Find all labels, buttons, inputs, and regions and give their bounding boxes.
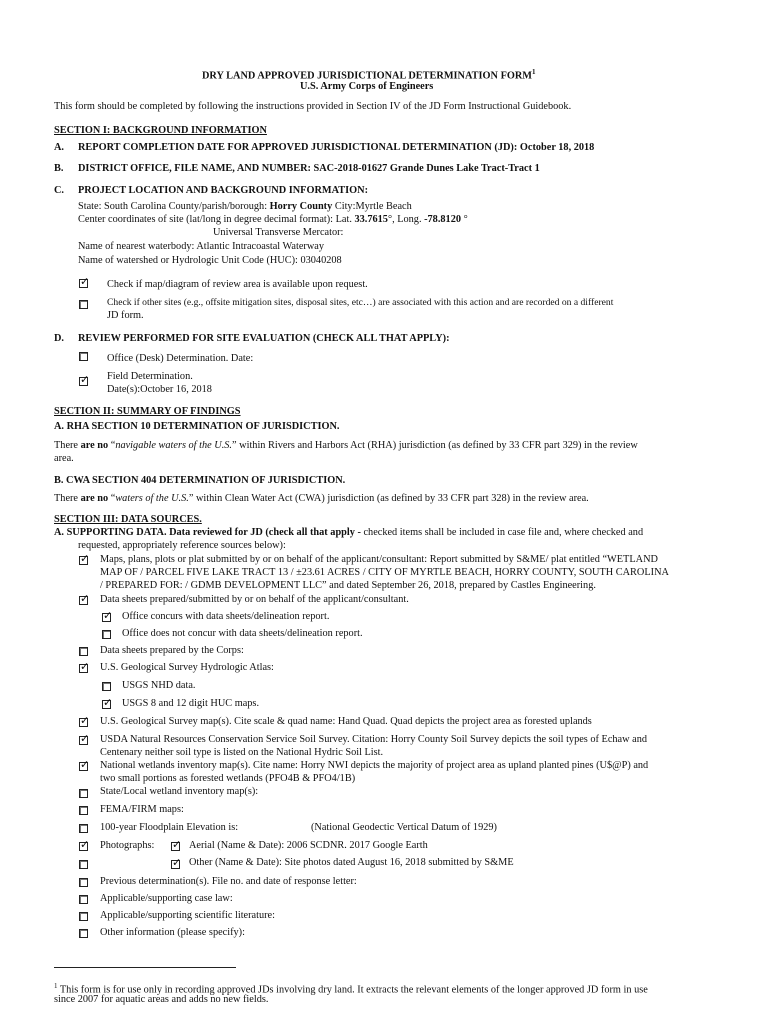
photos-blank-checkbox[interactable] [79,860,88,869]
supporting-data-line2: requested, appropriately reference sources below): [78,540,286,551]
aerial-label: Aerial (Name & Date): 2006 SCDNR. 2017 Google Earth [189,840,428,851]
review-performed-heading: REVIEW PERFORMED FOR SITE EVALUATION (CHECK ALL THAT APPLY): [78,333,450,344]
s1-d-letter: D. [54,333,65,344]
sci-lit-label: Applicable/supporting scientific literature: [100,910,275,921]
sci-lit-checkbox[interactable] [79,912,88,921]
usgs-map-checkbox[interactable]: ✓ [80,714,90,727]
other-photo-label: Other (Name & Date): Site photos dated August 16, 2018 submitted by S&ME [189,857,514,868]
previous-det-label: Previous determination(s). File no. and date of response letter: [100,876,357,887]
floodplain-checkbox[interactable] [79,824,88,833]
photographs-label: Photographs: [100,840,155,851]
other-sites-label-1: Check if other sites (e.g., offsite mitigation sites, disposal sites, etc…) are associated with this action and are recorded on a different [107,297,614,308]
other-sites-checkbox[interactable] [79,300,88,309]
rha-text-line2: area. [54,453,74,464]
supporting-data-line1: A. SUPPORTING DATA. Data reviewed for JD (check all that apply - checked items shall be included in case file and, where checked and [54,527,644,538]
map-available-checkbox[interactable]: ✓ [80,275,90,288]
field-det-checkbox[interactable]: ✓ [80,373,90,386]
usgs-huc-label: USGS 8 and 12 digit HUC maps. [122,698,260,709]
other-sites-label-2: JD form. [107,310,144,321]
datasheets-checkbox[interactable]: ✓ [80,592,90,605]
nrcs-soil-checkbox[interactable]: ✓ [80,732,90,745]
map-available-label: Check if map/diagram of review area is available upon request. [107,279,368,290]
usgs-huc-checkbox[interactable]: ✓ [103,696,113,709]
state-county-line: State: South Carolina County/parish/borough: Horry County City:Myrtle Beach [78,201,412,212]
office-concurs-checkbox[interactable]: ✓ [103,609,113,622]
utm-label: Universal Transverse Mercator: [213,227,344,238]
s1-c-letter: C. [54,185,65,196]
section3-heading: SECTION III: DATA SOURCES. [54,514,202,525]
datasheets-label: Data sheets prepared/submitted by or on behalf of the applicant/consultant. [100,594,409,605]
form-subtitle: U.S. Army Corps of Engineers [300,81,434,92]
usgs-atlas-label: U.S. Geological Survey Hydrologic Atlas: [100,662,274,673]
usgs-atlas-checkbox[interactable]: ✓ [80,660,90,673]
corps-sheets-checkbox[interactable] [79,647,88,656]
previous-det-checkbox[interactable] [79,878,88,887]
cwa-heading: B. CWA SECTION 404 DETERMINATION OF JURISDICTION. [54,475,346,486]
watershed-huc: Name of watershed or Hydrologic Unit Code (HUC): 03040208 [78,255,342,266]
field-det-label: Field Determination. [107,371,193,382]
nwi-line2: two small portions as forested wetlands (PFO4B & PFO4/1B) [100,773,356,784]
usgs-nhd-label: USGS NHD data. [122,680,196,691]
office-desk-checkbox[interactable] [79,352,88,361]
section2-heading: SECTION II: SUMMARY OF FINDINGS [54,406,241,417]
floodplain-label: 100-year Floodplain Elevation is: [100,822,239,833]
office-concurs-label: Office concurs with data sheets/delineation report. [122,611,330,622]
footnote-line1: $^1$ This form is for use only in recording approved JDs involving dry land. It extracts the relevant elements of the longer approved JD form in use [54,982,648,996]
report-completion-date: REPORT COMPLETION DATE FOR APPROVED JURISDICTIONAL DETERMINATION (JD): October 18, 2018 [78,142,595,153]
nrcs-soil-line1: USDA Natural Resources Conservation Service Soil Survey. Citation: Horry County Soil Survey depicts the soil types of Echaw and [100,734,647,745]
office-not-concur-checkbox[interactable] [102,630,111,639]
corps-sheets-label: Data sheets prepared by the Corps: [100,645,244,656]
nwi-line1: National wetlands inventory map(s). Cite name: Horry NWI depicts the majority of project area as upland planted pines (U$@P) and [100,760,649,771]
aerial-checkbox[interactable]: ✓ [172,838,182,851]
other-photo-checkbox[interactable]: ✓ [172,856,182,869]
district-office-file: DISTRICT OFFICE, FILE NAME, AND NUMBER: SAC-2018-01627 Grande Dunes Lake Tract-Tract 1 [78,163,540,174]
form-title: DRY LAND APPROVED JURISDICTIONAL DETERMINATION FORM$^1$ [202,68,536,82]
s1-a-letter: A. [54,142,65,153]
maps-plans-line1: Maps, plans, plots or plat submitted by or on behalf of the applicant/consultant: Report submitted by S&ME/ plat entitled “WETLAND [100,554,658,565]
state-wetland-checkbox[interactable] [79,789,88,798]
footnote-divider [54,967,236,968]
photographs-checkbox[interactable]: ✓ [80,838,90,851]
cwa-text: There are no “waters of the U.S.” within Clean Water Act (CWA) jurisdiction (as defined by 33 CFR part 328) in the review area. [54,493,589,504]
rha-text-line1: There are no “navigable waters of the U.S.” within Rivers and Harbors Act (RHA) jurisdiction (as defined by 33 CFR part 329) in the review [54,440,638,451]
project-location-heading: PROJECT LOCATION AND BACKGROUND INFORMATION: [78,185,369,196]
usgs-map-label: U.S. Geological Survey map(s). Cite scale & quad name: Hand Quad. Quad depicts the project area as forested uplands [100,716,592,727]
nearest-waterbody: Name of nearest waterbody: Atlantic Intracoastal Waterway [78,241,325,252]
center-coordinates: Center coordinates of site (lat/long in degree decimal format): Lat. 33.7615°, Long. -78.8120 ° [78,214,468,225]
nrcs-soil-line2: Centenary neither soil type is listed on the National Hydric Soil List. [100,747,384,758]
nwi-checkbox[interactable]: ✓ [80,758,90,771]
s1-b-letter: B. [54,163,64,174]
office-desk-label: Office (Desk) Determination. Date: [107,353,254,364]
footnote-line2: since 2007 for aquatic areas and adds no new fields. [54,994,269,1005]
maps-plans-checkbox[interactable]: ✓ [80,552,90,565]
section1-heading: SECTION I: BACKGROUND INFORMATION [54,125,267,136]
rha-heading: A. RHA SECTION 10 DETERMINATION OF JURISDICTION. [54,421,340,432]
intro-text: This form should be completed by following the instructions provided in Section IV of the JD Form Instructional Guidebook. [54,101,572,112]
case-law-checkbox[interactable] [79,895,88,904]
state-wetland-label: State/Local wetland inventory map(s): [100,786,259,797]
other-info-label: Other information (please specify): [100,927,245,938]
fema-label: FEMA/FIRM maps: [100,804,184,815]
maps-plans-line2: MAP OF / PARCEL FIVE LAKE TRACT 13 / ±23.61 ACRES / CITY OF MYRTLE BEACH, HORRY COUNTY, SOUTH CAROLINA [100,567,669,578]
usgs-nhd-checkbox[interactable] [102,682,111,691]
other-info-checkbox[interactable] [79,929,88,938]
field-det-dates: Date(s):October 16, 2018 [107,384,212,395]
ngvd-label: (National Geodectic Vertical Datum of 1929) [311,822,497,833]
maps-plans-line3: / PREPARED FOR: / GDMB DEVELOPMENT LLC” and dated September 26, 2018, prepared by Castles Engineering. [100,580,596,591]
case-law-label: Applicable/supporting case law: [100,893,233,904]
office-not-concur-label: Office does not concur with data sheets/delineation report. [122,628,363,639]
fema-checkbox[interactable] [79,806,88,815]
